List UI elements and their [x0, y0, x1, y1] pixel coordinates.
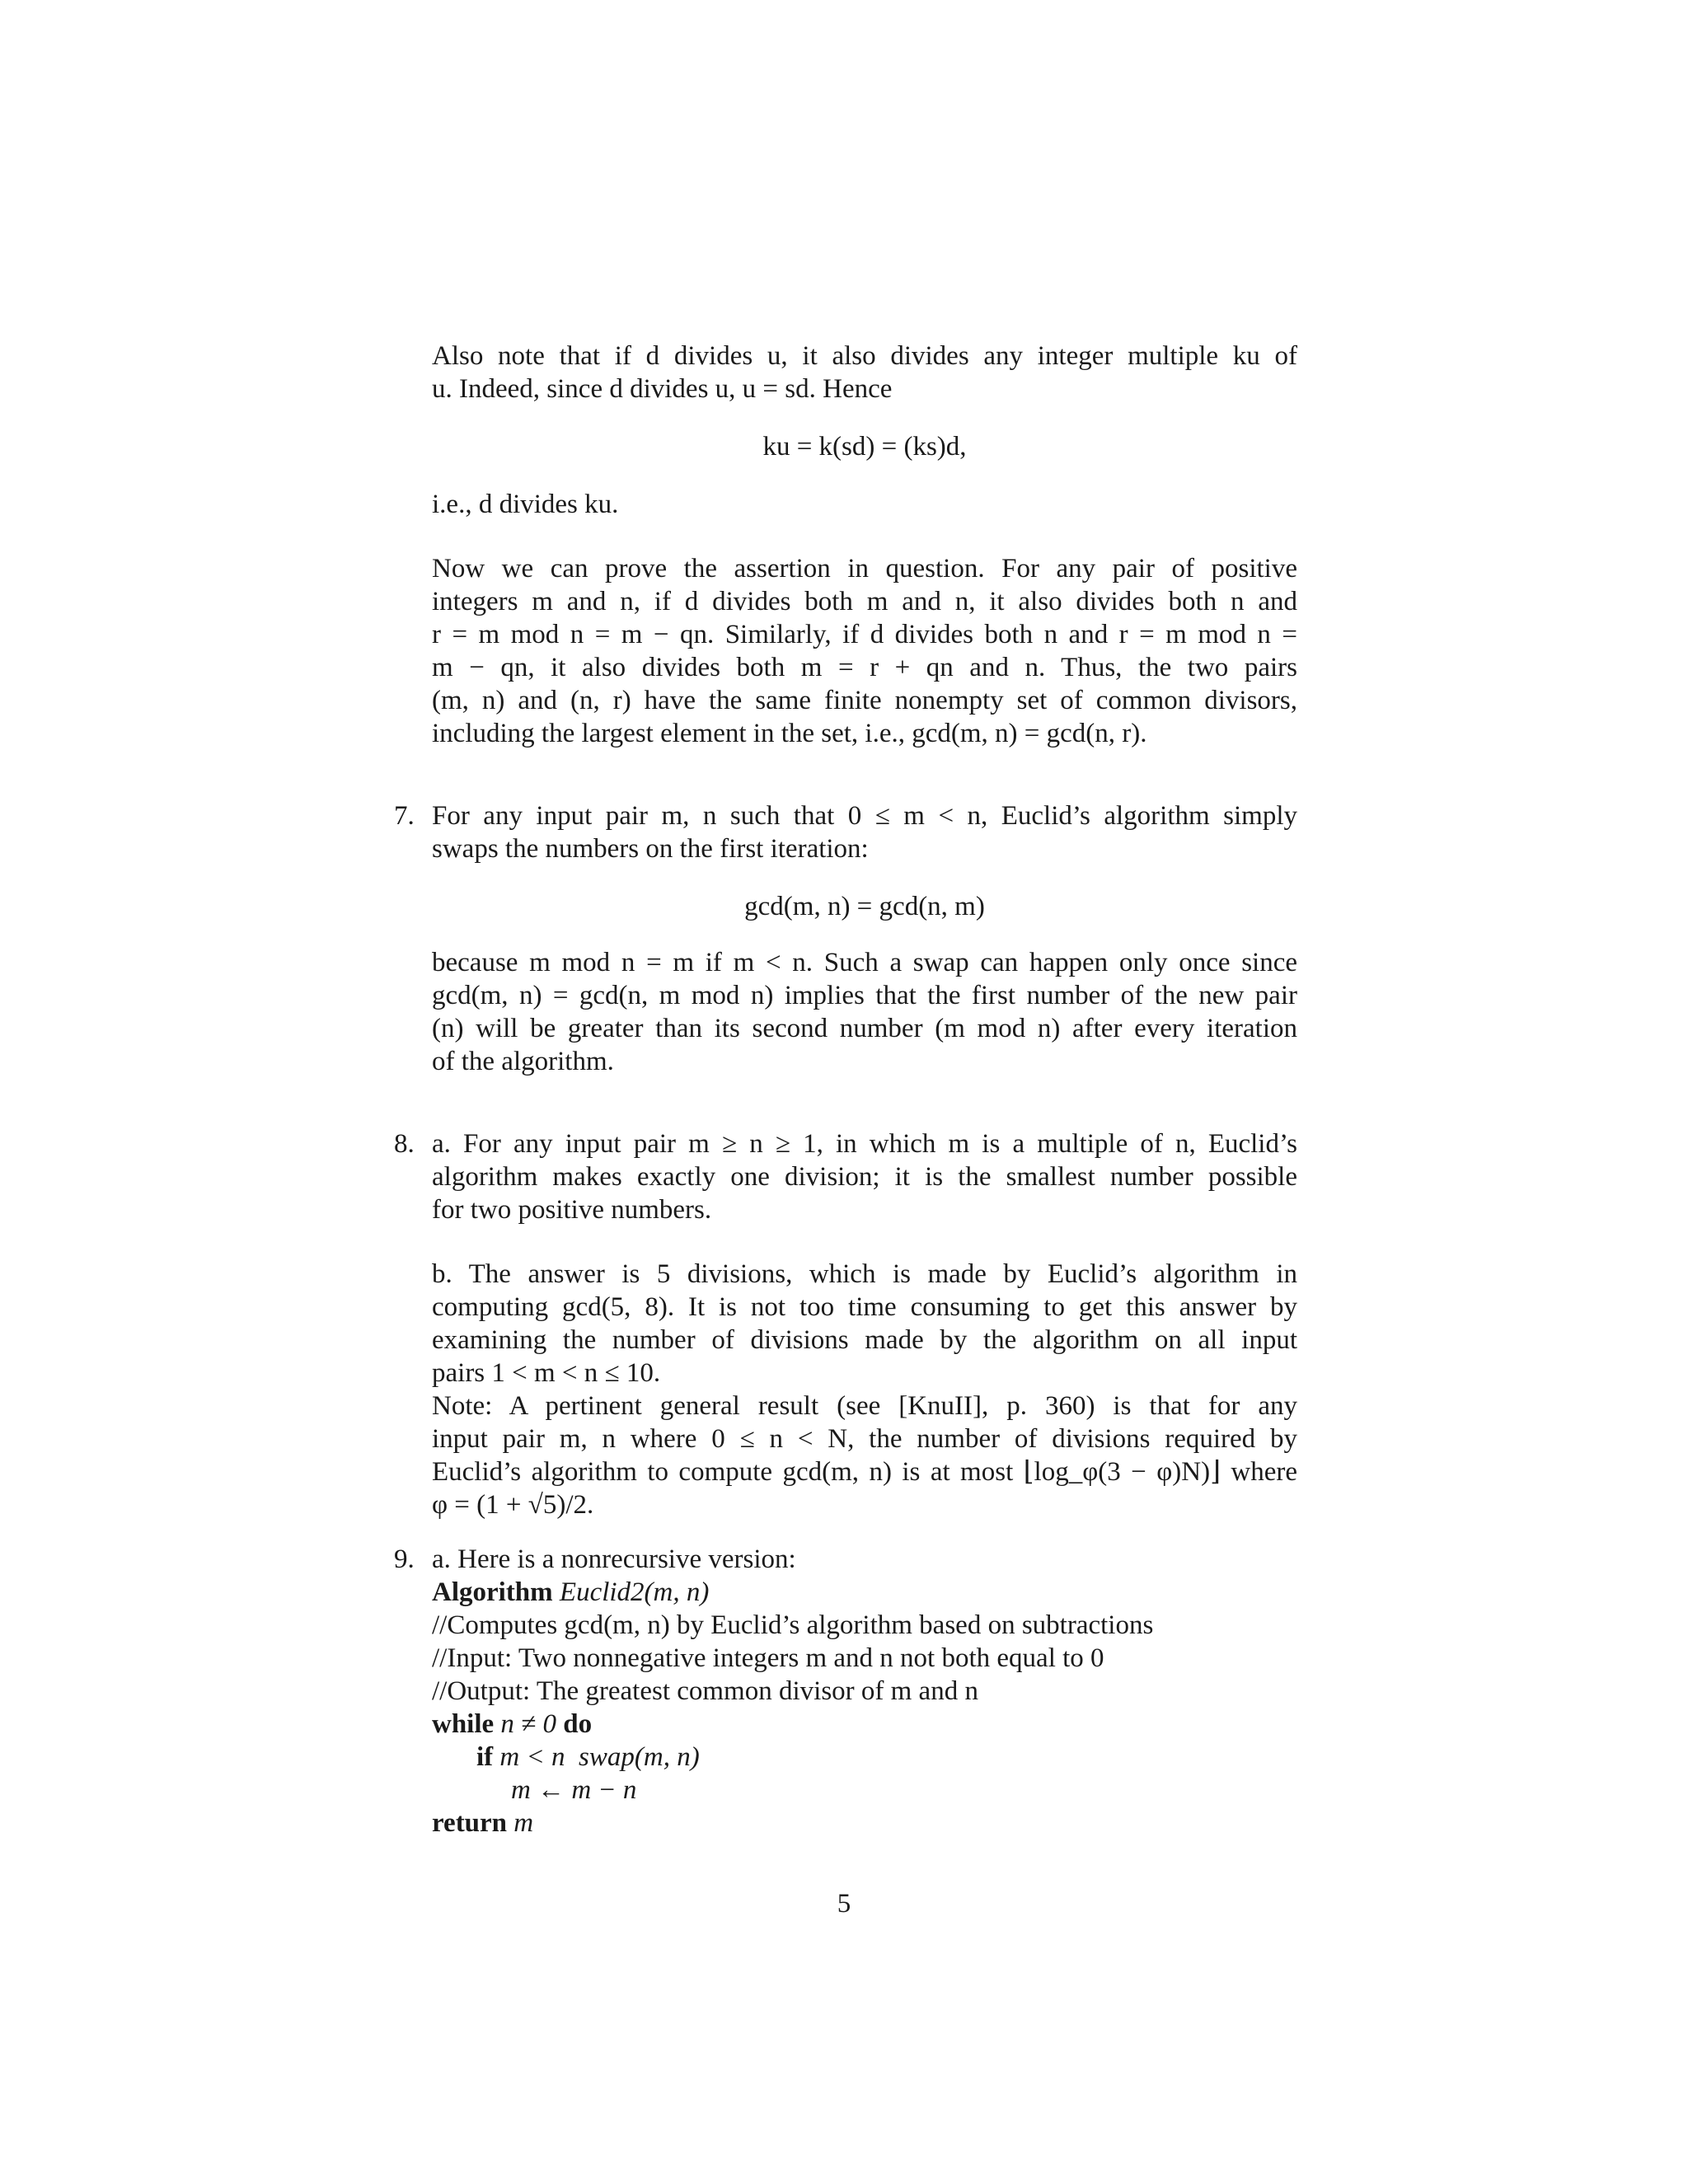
item-7-explanation	[432, 946, 1297, 1078]
text-line: because m mod n = m if m < n. Such a swap can happen only once since	[432, 948, 1297, 977]
text-line: including the largest element in the set, i.e., gcd(m, n) = gcd(n, r).	[432, 719, 1147, 748]
text-line: For any input pair m, n such that 0 ≤ m < n, Euclid’s algorithm simply	[432, 801, 1297, 831]
keyword: do	[563, 1709, 593, 1739]
text-line: i.e., d divides ku.	[432, 490, 619, 519]
text-line: Euclid’s algorithm to compute gcd(m, n) is at most ⌊log_φ(3 − φ)N)⌋ where	[432, 1457, 1297, 1487]
return-value: m	[513, 1808, 534, 1838]
while-line	[432, 1708, 1153, 1741]
paragraph-divisor-multiple	[432, 340, 1297, 405]
item-number-7: 7.	[394, 801, 415, 831]
algorithm-block	[432, 1543, 1153, 1840]
swap-call: swap(m, n)	[579, 1742, 700, 1772]
condition: n ≠ 0	[500, 1709, 557, 1739]
if-line	[432, 1741, 1153, 1774]
keyword: if	[476, 1742, 494, 1772]
text-line: φ = (1 + √5)/2.	[432, 1490, 594, 1520]
page-number: 5	[837, 1889, 851, 1919]
item-8a-text	[432, 1127, 1297, 1226]
item-number-8: 8.	[394, 1129, 415, 1159]
text-line: a. For any input pair m ≥ n ≥ 1, in which m is a multiple of n, Euclid’s	[432, 1129, 1297, 1159]
text-line: for two positive numbers.	[432, 1195, 712, 1225]
item-8b-text	[432, 1258, 1297, 1390]
paragraph-assertion-proof	[432, 552, 1297, 750]
display-equation: gcd(m, n) = gcd(n, m)	[744, 892, 985, 921]
text-line: algorithm makes exactly one division; it is the smallest number possible	[432, 1162, 1297, 1192]
return-line	[432, 1807, 1153, 1840]
display-equation: ku = k(sd) = (ks)d,	[762, 432, 967, 462]
text-line: Now we can prove the assertion in question. For any pair of positive	[432, 554, 1297, 583]
comment-line: //Output: The greatest common divisor of m and n	[432, 1676, 978, 1706]
keyword: return	[432, 1808, 508, 1838]
algorithm-header	[432, 1576, 1153, 1609]
item-7-text	[432, 799, 1297, 865]
text-line: a. Here is a nonrecursive version:	[432, 1544, 796, 1574]
text-line: (n) will be greater than its second number (m mod n) after every iteration	[432, 1014, 1297, 1043]
text-line: swaps the numbers on the first iteration:	[432, 834, 869, 864]
text-line: computing gcd(5, 8). It is not too time consuming to get this answer by	[432, 1292, 1297, 1322]
text-line: u. Indeed, since d divides u, u = sd. Hence	[432, 374, 893, 404]
comment-line: //Input: Two nonnegative integers m and n not both equal to 0	[432, 1643, 1104, 1673]
text-line: pairs 1 < m < n ≤ 10.	[432, 1358, 661, 1388]
assignment-line: m ← m − n	[511, 1775, 637, 1805]
text-line: of the algorithm.	[432, 1047, 614, 1076]
condition: m < n	[499, 1742, 565, 1772]
text-line: examining the number of divisions made by the algorithm on all input	[432, 1325, 1297, 1355]
comment-line: //Computes gcd(m, n) by Euclid’s algorithm based on subtractions	[432, 1610, 1154, 1640]
algorithm-name: Euclid2(m, n)	[559, 1577, 710, 1607]
text-line: gcd(m, n) = gcd(n, m mod n) implies that the first number of the new pair	[432, 981, 1297, 1010]
item-number-9: 9.	[394, 1544, 415, 1574]
text-line: b. The answer is 5 divisions, which is made by Euclid’s algorithm in	[432, 1259, 1297, 1289]
text-line: (m, n) and (n, r) have the same finite nonempty set of common divisors,	[432, 686, 1297, 715]
text-line: integers m and n, if d divides both m and n, it also divides both n and	[432, 587, 1297, 616]
item-8-note	[432, 1390, 1297, 1521]
text-line: input pair m, n where 0 ≤ n < N, the number of divisions required by	[432, 1424, 1297, 1454]
keyword: Algorithm	[432, 1577, 553, 1607]
text-line: r = m mod n = m − qn. Similarly, if d divides both n and r = m mod n =	[432, 620, 1297, 649]
text-line: Note: A pertinent general result (see [KnuII], p. 360) is that for any	[432, 1391, 1297, 1421]
keyword: while	[432, 1709, 495, 1739]
text-line: m − qn, it also divides both m = r + qn and n. Thus, the two pairs	[432, 653, 1297, 682]
text-line: Also note that if d divides u, it also divides any integer multiple ku of	[432, 341, 1297, 371]
